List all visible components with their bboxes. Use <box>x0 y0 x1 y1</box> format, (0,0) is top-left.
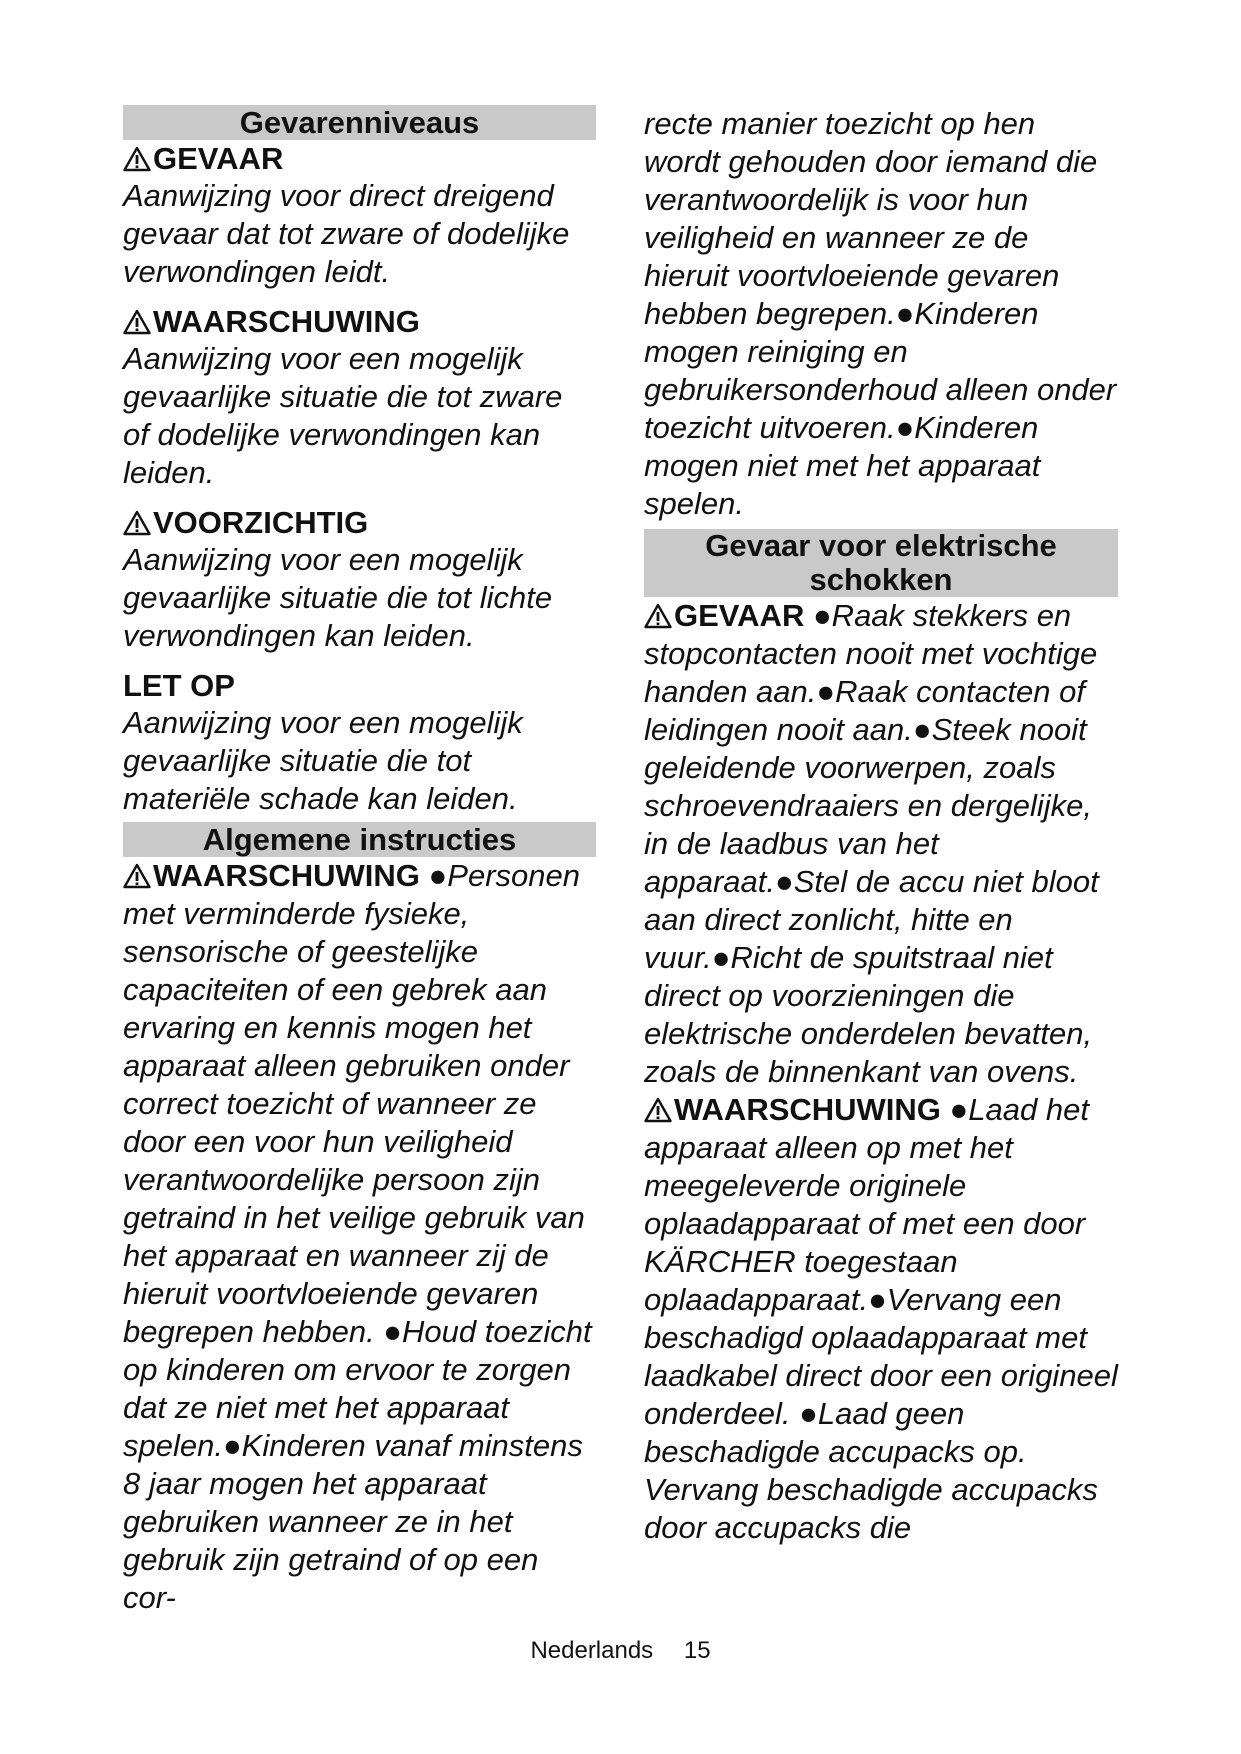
warning-triangle-icon <box>123 510 151 536</box>
footer-language: Nederlands <box>530 1637 654 1664</box>
page-footer <box>0 1637 1241 1665</box>
warning-triangle-icon <box>644 1097 672 1123</box>
level-danger <box>123 140 596 177</box>
level-notice-label: LET OP <box>123 668 235 703</box>
level-notice-text: Aanwijzing voor een mogelijk gevaarlijke situatie die tot materiële schade kan leiden. <box>123 705 523 816</box>
electric-shock-danger <box>644 597 1118 1091</box>
general-warning-label: WAARSCHUWING <box>153 858 420 893</box>
section-title-hazard-levels: Gevarenniveaus <box>123 105 596 140</box>
section-title-electric-shock: Gevaar voor elektrische schokken <box>644 529 1118 597</box>
left-column <box>123 105 596 1617</box>
warning-label: WAARSCHUWING <box>674 1092 941 1127</box>
section-title-general-instructions: Algemene instructies <box>123 822 596 857</box>
level-warning-label: WAARSCHUWING <box>153 304 420 339</box>
level-notice <box>123 667 596 704</box>
warning-text: ●Laad het apparaat alleen op met het meegeleverde originele oplaadapparaat of met een door KÄRCHER toegestaan oplaadapparaat.●Vervang een beschadigd oplaadapparaat met laadkabel direct door een origineel onderdeel. ●Laad geen beschadigde accupacks op. Vervang beschadigde accupacks door accupacks die <box>644 1092 1118 1545</box>
danger-label: GEVAAR <box>674 598 805 633</box>
level-caution <box>123 504 596 541</box>
warning-triangle-icon <box>123 309 151 335</box>
level-warning <box>123 303 596 340</box>
general-warning-text: ●Personen met verminderde fysieke, sensorische of geestelijke capaciteiten of een gebrek aan ervaring en kennis mogen het apparaat alleen gebruiken onder correct toezicht of wanneer ze door een voor hun veiligheid verantwoordelijke persoon zijn getraind in het veilige gebruik van het apparaat en wanneer zij de hieruit voortvloeiende gevaren begrepen hebben. ●Houd toezicht op kinderen om ervoor te zorgen dat ze niet met het apparaat spelen.●Kinderen vanaf minstens 8 jaar mogen het apparaat gebruiken wanneer ze in het gebruik zijn getraind of op een cor- <box>123 858 592 1615</box>
level-danger-text: Aanwijzing voor direct dreigend gevaar dat tot zware of dodelijke verwondingen leidt. <box>123 178 570 289</box>
warning-triangle-icon <box>123 146 151 172</box>
electric-shock-warning <box>644 1091 1118 1547</box>
danger-text: ●Raak stekkers en stopcontacten nooit met vochtige handen aan.●Raak contacten of leidingen nooit aan.●Steek nooit geleidende voorwerpen, zoals schroevendraaiers en dergelijke, in de laadbus van het apparaat.●Stel de accu niet bloot aan direct zonlicht, hitte en vuur.●Richt de spuitstraal niet direct op voorzieningen die elektrische onderdelen bevatten, zoals de binnenkant van ovens. <box>644 598 1099 1089</box>
level-caution-label: VOORZICHTIG <box>153 505 369 540</box>
warning-triangle-icon <box>123 863 151 889</box>
general-instructions-text <box>123 857 596 1617</box>
level-caution-text: Aanwijzing voor een mogelijk gevaarlijke situatie die tot lichte verwondingen kan leiden. <box>123 542 553 653</box>
level-danger-label: GEVAAR <box>153 141 284 176</box>
level-warning-text: Aanwijzing voor een mogelijk gevaarlijke situatie die tot zware of dodelijke verwondingen kan leiden. <box>123 341 563 490</box>
right-column <box>644 105 1118 1547</box>
footer-page-number: 15 <box>683 1637 711 1664</box>
continuation-text: recte manier toezicht op hen wordt gehouden door iemand die verantwoordelijk is voor hun veiligheid en wanneer ze de hieruit voortvloeiende gevaren hebben begrepen.●Kinderen mogen reiniging en gebruikersonderhoud alleen onder toezicht uitvoeren.●Kinderen mogen niet met het apparaat spelen. <box>644 106 1117 521</box>
warning-triangle-icon <box>644 603 672 629</box>
